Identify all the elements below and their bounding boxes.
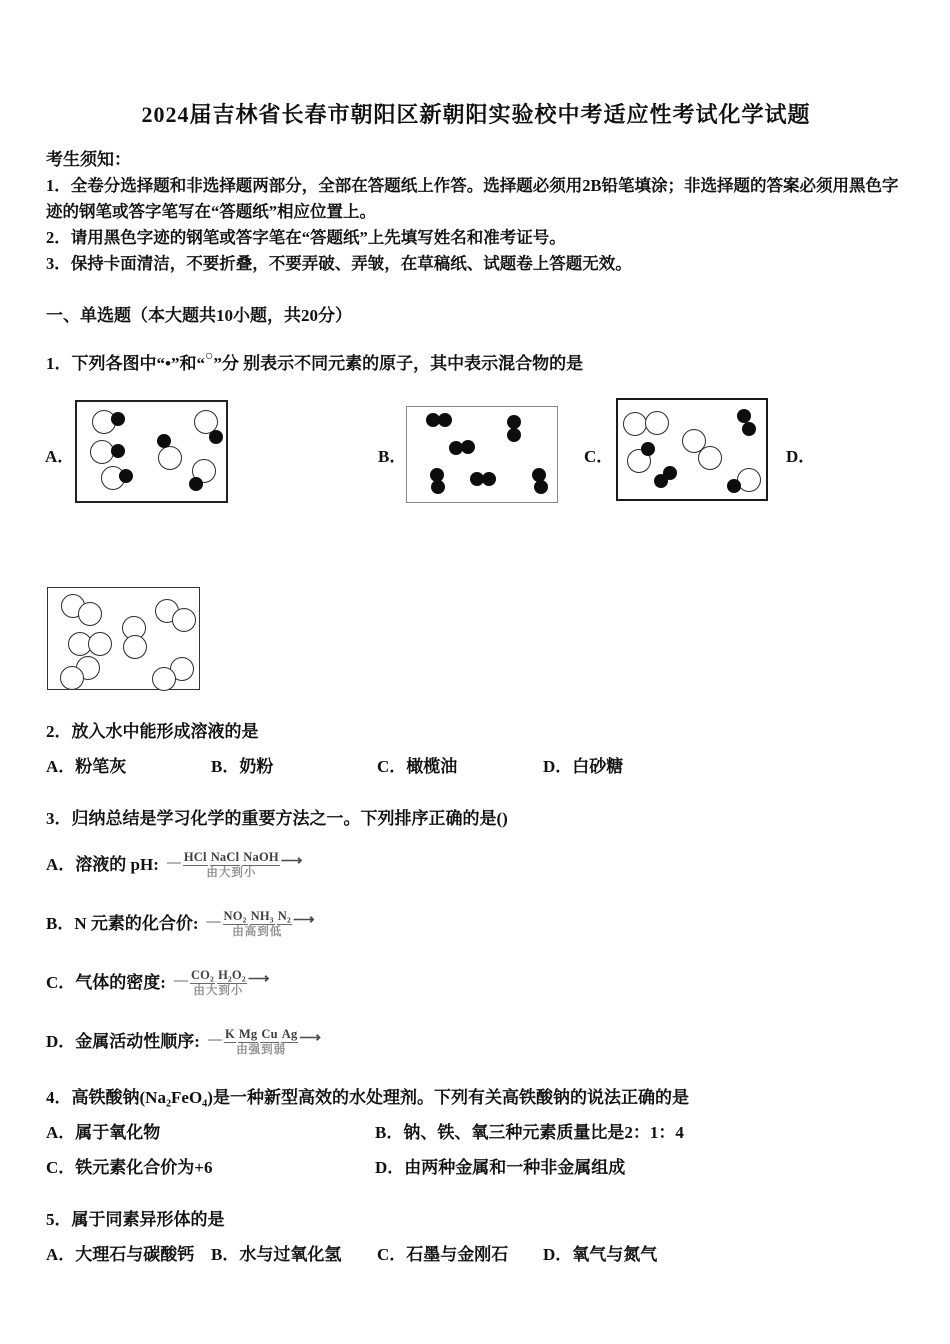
molecule-diagram-c [616,398,768,501]
notice-item-3: 3．保持卡面清洁，不要折叠，不要弄破、弄皱，在草稿纸、试题卷上答题无效。 [46,254,632,273]
white-atom-icon [158,446,182,470]
option-label-b: B． [378,447,407,466]
option-label-a: A． [45,447,75,466]
formula-segment: NH₃ [250,909,274,924]
q3-option-d [46,1025,906,1059]
option-label-c: C． [584,447,614,466]
option-label-d: D． [786,447,816,466]
q4-option-c: C．铁元素化合价为+6 [46,1158,213,1177]
question-2-options [46,754,906,780]
formula-stack [224,1027,298,1057]
white-atom-icon [60,666,84,690]
black-atom-icon [482,472,496,486]
black-atom-icon [209,430,223,444]
formula-segment: H₂O₂ [218,968,246,983]
q2-option-d: D．白砂糖 [543,757,624,776]
black-atom-icon [111,444,125,458]
order-caption: 由高到低 [232,925,283,938]
black-atom-icon [189,477,203,491]
question-5 [46,1207,906,1268]
q5-option-d: D．氧气与氮气 [543,1245,658,1264]
white-atom-icon [172,608,196,632]
black-atom-icon [507,415,521,429]
question-4-options-row-1 [46,1120,906,1146]
q4-option-b: B．钠、铁、氧三种元素质量比是2：1：4 [375,1123,684,1142]
q3-option-a-label: A．溶液的 pH: [46,855,159,874]
dash-glyph: — [206,914,221,929]
white-atom-icon [623,412,647,436]
formula-stack [223,909,292,939]
q5-option-b: B．水与过氧化氢 [211,1245,342,1264]
black-atom-icon [737,409,751,423]
dash-glyph: — [166,855,181,870]
right-arrow-icon: ⟶ [299,1029,321,1046]
section-heading: 一、单选题（本大题共10小题，共20分） [46,306,352,325]
question-2 [46,719,906,780]
notice-item-2: 2．请用黑色字迹的钢笔或答字笔在“答题纸”上先填写姓名和准考证号。 [46,228,566,247]
q3-option-c-label: C．气体的密度: [46,973,166,992]
exam-title: 2024届吉林省长春市朝阳区新朝阳实验校中考适应性考试化学试题 [141,102,811,127]
black-atom-icon [431,480,445,494]
formula-segment: Cu [261,1027,278,1042]
white-atom-icon [737,468,761,492]
black-atom-icon [111,412,125,426]
right-arrow-icon: ⟶ [292,911,315,928]
black-atom-icon [438,413,452,427]
black-atom-icon [461,440,475,454]
order-caption: 由大到小 [206,866,257,879]
formula-segment: HCl [183,850,207,865]
q5-option-c: C．石墨与金刚石 [377,1245,509,1264]
q2-option-c: C．橄榄油 [377,757,458,776]
q3-option-b [46,907,906,941]
black-atom-icon [157,434,171,448]
question-5-text: 5．属于同素异形体的是 [46,1210,225,1229]
formula-row [224,1027,298,1042]
black-atom-icon [507,428,521,442]
right-arrow-icon: ⟶ [247,970,270,987]
q3-option-c [46,966,906,1000]
white-atom-icon [88,632,112,656]
dash-glyph: — [173,973,188,988]
formula-row [190,968,247,983]
formula-segment: NO₂ [223,909,247,924]
molecule-diagram-b [406,406,558,503]
q2-option-a: A．粉笔灰 [46,757,127,776]
molecule-diagram-a [75,400,228,503]
q1-text-pre: 1．下列各图中“•”和“ [46,354,205,373]
white-atom-icon [123,635,147,659]
notice-item-1: 1．全卷分选择题和非选择题两部分，全部在答题纸上作答。选择题必须用2B铅笔填涂；非选择题的答案必须用黑色字迹的钢笔或答字笔写在“答题纸”相应位置上。 [46,176,899,221]
question-5-options [46,1242,906,1268]
black-atom-icon [742,422,756,436]
formula-segment: CO₂ [190,968,215,983]
formula-stack [183,850,280,880]
q5-option-a: A．大理石与碳酸钙 [46,1245,195,1264]
q3-option-d-label: D．金属活动性顺序: [46,1032,200,1051]
formula-row [183,850,280,865]
white-atom-icon [645,411,669,435]
question-4 [46,1085,906,1181]
formula-stack [190,968,247,998]
ordering-notation-c [174,968,269,998]
ordering-notation-b [207,909,315,939]
notice-section [46,147,906,277]
question-4-options-row-2 [46,1155,906,1181]
q3-option-b-label: B．N 元素的化合价: [46,914,199,933]
black-atom-icon [654,474,668,488]
formula-row [223,909,292,924]
hollow-circle-symbol: ○ [204,349,214,364]
q2-option-b: B．奶粉 [211,757,274,776]
ordering-notation-d [208,1027,321,1057]
question-3 [46,806,906,1059]
black-atom-icon [727,479,741,493]
question-3-text: 3．归纳总结是学习化学的重要方法之一。下列排序正确的是() [46,809,508,828]
formula-segment: Mg [238,1027,258,1042]
black-atom-icon [119,469,133,483]
question-1-diagrams [46,393,906,693]
formula-segment: N₂ [277,909,291,924]
right-arrow-icon: ⟶ [280,852,303,869]
order-caption: 由强到弱 [236,1043,287,1056]
question-2-text: 2．放入水中能形成溶液的是 [46,722,259,741]
formula-segment: NaCl [210,850,240,865]
white-atom-icon [78,602,102,626]
white-atom-icon [698,446,722,470]
q4-option-d: D．由两种金属和一种非金属组成 [375,1158,626,1177]
ordering-notation-a [167,850,302,880]
black-atom-icon [534,480,548,494]
q4-option-a: A．属于氧化物 [46,1123,161,1142]
q1-text-post: ”分 别表示不同元素的原子，其中表示混合物的是 [213,354,584,373]
black-atom-icon [641,442,655,456]
order-caption: 由大到小 [193,984,244,997]
formula-segment: NaOH [243,850,279,865]
molecule-diagram-d [47,587,200,690]
q3-option-a [46,848,906,882]
formula-segment: Ag [281,1027,298,1042]
notice-heading: 考生须知： [46,150,131,169]
dash-glyph: — [207,1032,222,1047]
white-atom-icon [152,667,176,691]
formula-segment: K [224,1027,235,1042]
question-1-text [46,351,906,377]
question-4-text: 4．高铁酸钠(Na₂FeO₄)是一种新型高效的水处理剂。下列有关高铁酸钠的说法正确的是 [46,1088,689,1107]
